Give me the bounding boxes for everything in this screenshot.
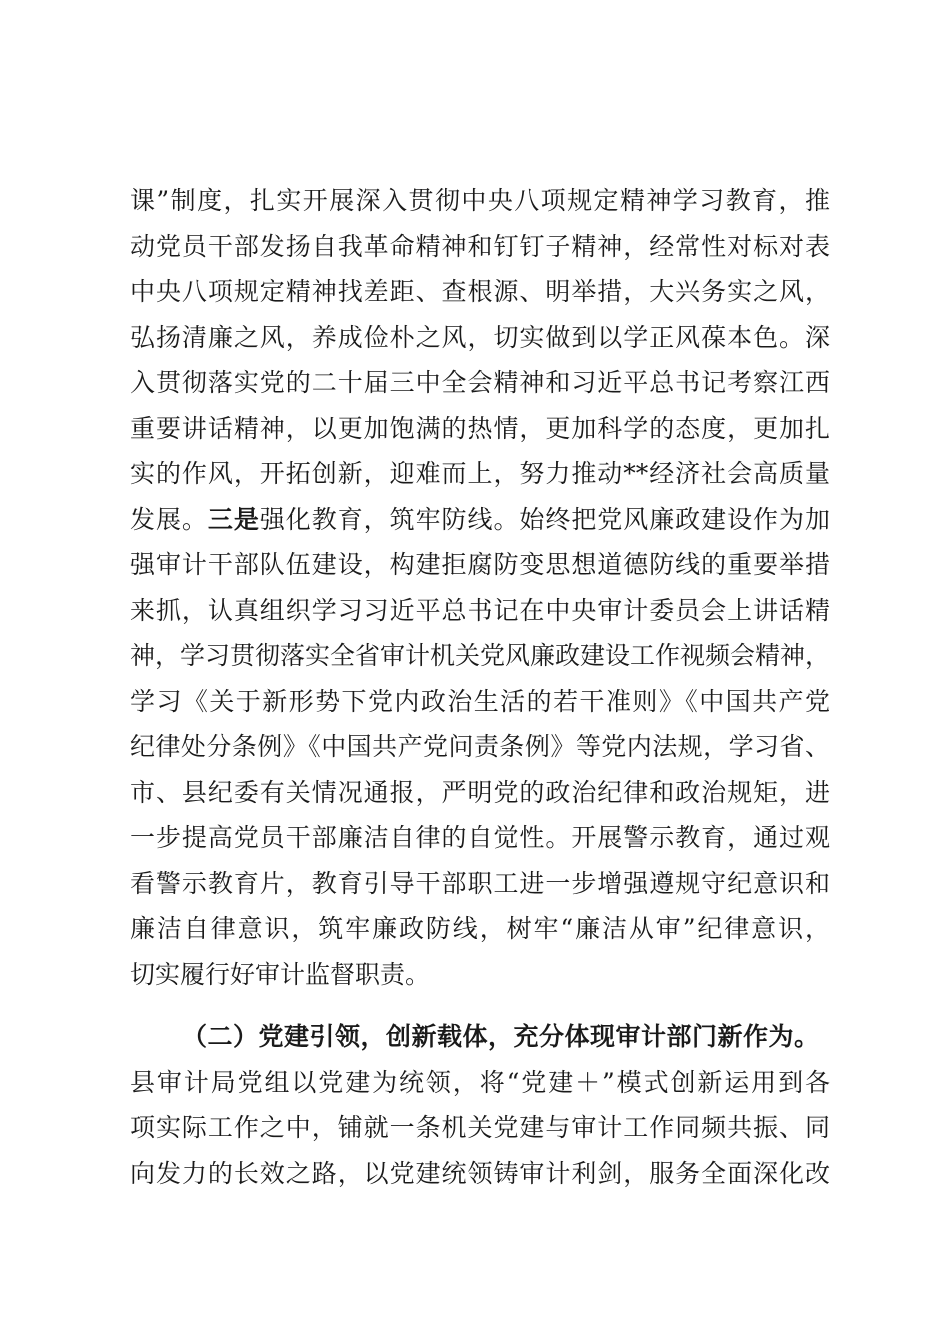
text-segment: 强化教育，筑牢防线。始终把党风廉政建设作为加: [259, 504, 830, 534]
text-line: 市、县纪委有关情况通报，严明党的政治纪律和政治规矩，进: [130, 777, 830, 807]
text-line: 入贯彻落实党的二十届三中全会精神和习近平总书记考察江西: [130, 368, 830, 397]
text-line: 重要讲话精神，以更加饱满的热情，更加科学的态度，更加扎: [130, 413, 830, 443]
text-line: 廉洁自律意识，筑牢廉政防线，树牢“廉洁从审”纪律意识，: [130, 914, 830, 943]
text-line-with-emphasis: [130, 497, 830, 543]
text-line: 切实履行好审计监督职责。: [130, 959, 431, 989]
text-line: 看警示教育片，教育引导干部职工进一步增强遵规守纪意识和: [130, 868, 830, 898]
text-line: 强审计干部队伍建设，构建拒腐防变思想道德防线的重要举措: [130, 550, 830, 579]
text-line: 一步提高党员干部廉洁自律的自觉性。开展警示教育，通过观: [130, 823, 830, 852]
text-line: 县审计局党组以党建为统领，将“党建＋”模式创新运用到各: [130, 1067, 830, 1097]
text-line: 来抓，认真组织学习习近平总书记在中央审计委员会上讲话精: [130, 595, 830, 625]
text-segment: 发展。: [130, 504, 208, 534]
text-line: 神，学习贯彻落实全省审计机关党风廉政建设工作视频会精神，: [130, 641, 830, 670]
text-line: 课”制度，扎实开展深入贯彻中央八项规定精神学习教育，推: [130, 186, 830, 215]
section-heading: （二）党建引领，创新载体，充分体现审计部门新作为。: [182, 1022, 820, 1051]
text-line: 项实际工作之中，铺就一条机关党建与审计工作同频共振、同: [130, 1113, 830, 1142]
text-line: 实的作风，开拓创新，迎难而上，努力推动**经济社会高质量: [130, 459, 830, 488]
text-line: 弘扬清廉之风，养成俭朴之风，切实做到以学正风葆本色。深: [130, 322, 830, 352]
text-line: 纪律处分条例》《中国共产党问责条例》等党内法规，学习省、: [130, 732, 830, 761]
text-line: 学习《关于新形势下党内政治生活的若干准则》《中国共产党: [130, 686, 830, 716]
text-line: 中央八项规定精神找差距、查根源、明举措，大兴务实之风，: [130, 277, 830, 306]
emphasis-label: 三是: [207, 504, 260, 534]
text-line: 向发力的长效之路，以党建统领铸审计利剑，服务全面深化改: [130, 1158, 830, 1188]
document-body: [130, 178, 830, 1196]
text-line: 动党员干部发扬自我革命精神和钉钉子精神，经常性对标对表: [130, 231, 830, 261]
